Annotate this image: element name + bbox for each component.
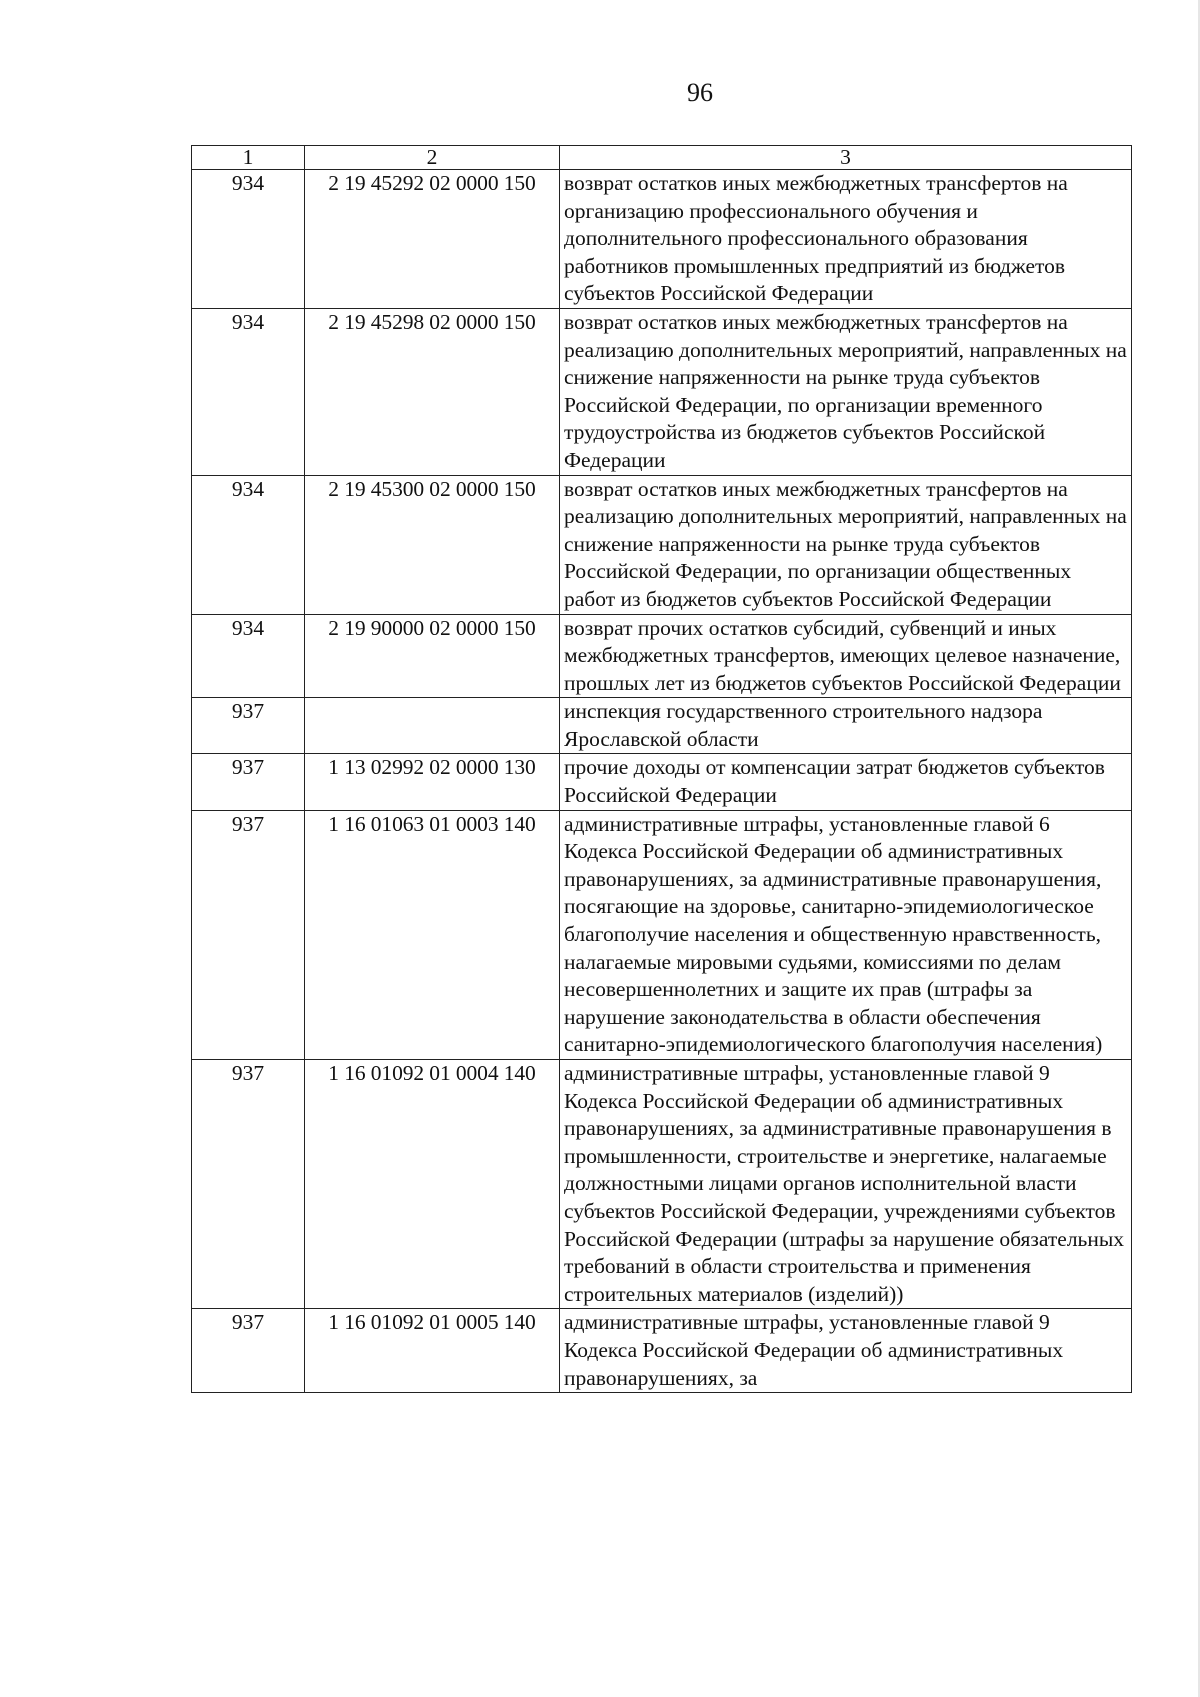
- admin-code-cell: 937: [192, 698, 305, 754]
- revenue-code-cell: 1 16 01063 01 0003 140: [305, 810, 560, 1059]
- admin-code-cell: 934: [192, 308, 305, 475]
- budget-codes-table: [191, 145, 1132, 1393]
- description-cell: административные штрафы, установленные главой 6 Кодекса Российской Федерации об административных правонарушениях, за административные правонарушения, посягающие на здоровье, санитарно-эпидемиологическое благополучие населения и общественную нравственность, налагаемые мировыми судьями, комиссиями по делам несовершеннолетних и защите их прав (штрафы за нарушение законодательства в области обеспечения санитарно-эпидемиологического благополучия населения): [560, 810, 1132, 1059]
- description-cell: административные штрафы, установленные главой 9 Кодекса Российской Федерации об административных правонарушениях, за: [560, 1309, 1132, 1393]
- column-header-2: 2: [305, 146, 560, 170]
- description-cell: прочие доходы от компенсации затрат бюджетов субъектов Российской Федерации: [560, 754, 1132, 810]
- description-cell: возврат остатков иных межбюджетных трансфертов на организацию профессионального обучения и дополнительного профессионального образования работников промышленных предприятий из бюджетов субъектов Российской Федерации: [560, 170, 1132, 309]
- column-header-1: 1: [192, 146, 305, 170]
- description-cell: инспекция государственного строительного надзора Ярославской области: [560, 698, 1132, 754]
- table-row: [192, 614, 1132, 698]
- description-cell: возврат остатков иных межбюджетных трансфертов на реализацию дополнительных мероприятий, направленных на снижение напряженности на рынке труда субъектов Российской Федерации, по организации временного трудоустройства из бюджетов субъектов Российской Федерации: [560, 308, 1132, 475]
- description-cell: возврат остатков иных межбюджетных трансфертов на реализацию дополнительных мероприятий, направленных на снижение напряженности на рынке труда субъектов Российской Федерации, по организации общественных работ из бюджетов субъектов Российской Федерации: [560, 475, 1132, 614]
- table-row: [192, 170, 1132, 309]
- table-row: [192, 1060, 1132, 1309]
- page-number: 96: [687, 78, 713, 107]
- revenue-code-cell: 1 13 02992 02 0000 130: [305, 754, 560, 810]
- admin-code-cell: 937: [192, 754, 305, 810]
- table-row: [192, 308, 1132, 475]
- revenue-code-cell: [305, 698, 560, 754]
- admin-code-cell: 934: [192, 475, 305, 614]
- table-row: [192, 475, 1132, 614]
- column-header-3: 3: [560, 146, 1132, 170]
- table-row: [192, 1309, 1132, 1393]
- admin-code-cell: 934: [192, 170, 305, 309]
- description-cell: возврат прочих остатков субсидий, субвенций и иных межбюджетных трансфертов, имеющих целевое назначение, прошлых лет из бюджетов субъектов Российской Федерации: [560, 614, 1132, 698]
- table-row: [192, 810, 1132, 1059]
- revenue-code-cell: 1 16 01092 01 0004 140: [305, 1060, 560, 1309]
- admin-code-cell: 934: [192, 614, 305, 698]
- admin-code-cell: 937: [192, 1060, 305, 1309]
- admin-code-cell: 937: [192, 1309, 305, 1393]
- table-row: [192, 698, 1132, 754]
- revenue-code-cell: 1 16 01092 01 0005 140: [305, 1309, 560, 1393]
- admin-code-cell: 937: [192, 810, 305, 1059]
- description-cell: административные штрафы, установленные главой 9 Кодекса Российской Федерации об административных правонарушениях, за административные правонарушения в промышленности, строительстве и энергетике, налагаемые должностными лицами органов исполнительной власти субъектов Российской Федерации, учреждениями субъектов Российской Федерации (штрафы за нарушение обязательных требований в области строительства и применения строительных материалов (изделий)): [560, 1060, 1132, 1309]
- revenue-code-cell: 2 19 45292 02 0000 150: [305, 170, 560, 309]
- revenue-code-cell: 2 19 45300 02 0000 150: [305, 475, 560, 614]
- revenue-code-cell: 2 19 45298 02 0000 150: [305, 308, 560, 475]
- table-row: [192, 754, 1132, 810]
- revenue-code-cell: 2 19 90000 02 0000 150: [305, 614, 560, 698]
- table-header-row: [192, 146, 1132, 170]
